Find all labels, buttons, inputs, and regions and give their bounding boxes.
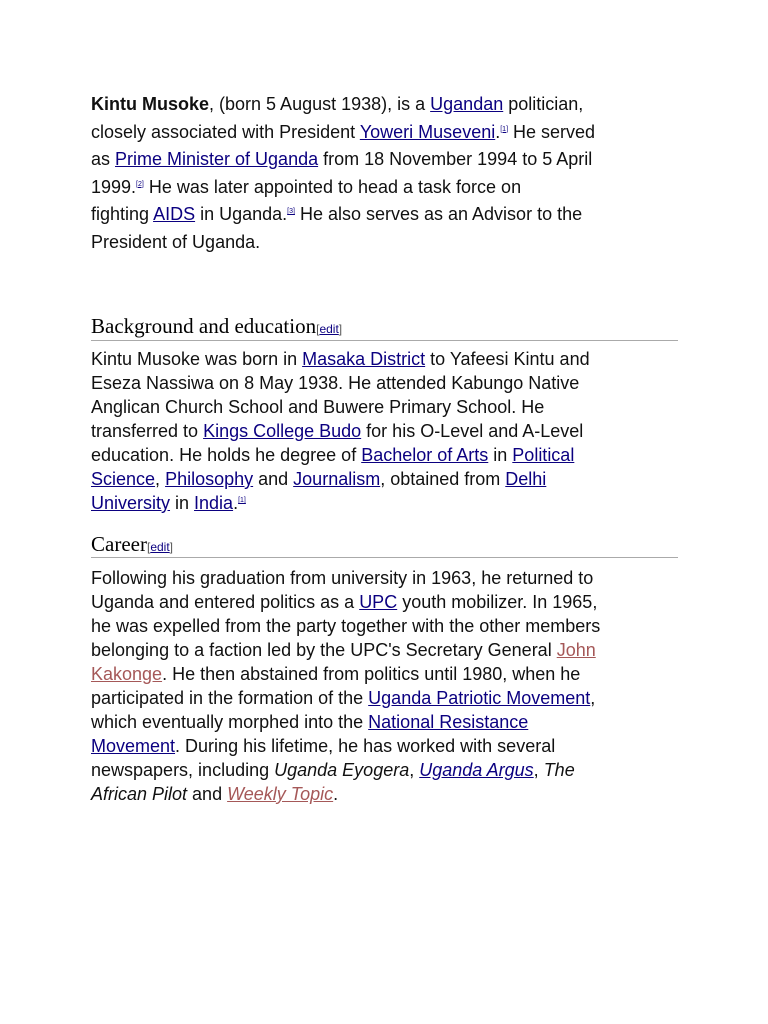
- intro-line: closely associated with President Yoweri Museveni.[1] He served: [91, 121, 596, 142]
- link-political-science[interactable]: Science: [91, 469, 156, 489]
- link-national-resistance-movement[interactable]: Movement: [91, 736, 176, 756]
- link-national-resistance-movement[interactable]: National Resistance: [368, 712, 529, 732]
- intro-paragraph: [91, 91, 681, 256]
- section-heading-career: Career[edit]: [91, 529, 678, 558]
- link-bachelor-of-arts[interactable]: Bachelor of Arts: [361, 445, 489, 465]
- intro-line: President of Uganda.: [91, 231, 261, 252]
- link-india[interactable]: India: [194, 493, 234, 513]
- link-yoweri-museveni[interactable]: Yoweri Museveni: [359, 121, 496, 142]
- career-line: newspapers, including Uganda Eyogera, Uganda Argus, The: [91, 760, 575, 780]
- career-line: Movement. During his lifetime, he has worked with several: [91, 736, 556, 756]
- intro-line: Kintu Musoke, (born 5 August 1938), is a Ugandan politician,: [91, 94, 584, 114]
- link-aids[interactable]: AIDS: [153, 204, 196, 224]
- link-political-science[interactable]: Political: [512, 445, 575, 465]
- background-line: Science, Philosophy and Journalism, obtained from Delhi: [91, 469, 547, 489]
- article-subject: Kintu Musoke: [91, 94, 210, 114]
- intro-line: fighting AIDS in Uganda.[3] He also serves as an Advisor to the: [91, 204, 583, 224]
- link-uganda-patriotic-movement[interactable]: Uganda Patriotic Movement: [368, 688, 591, 708]
- background-line: Kintu Musoke was born in Masaka District to Yafeesi Kintu and: [91, 349, 590, 369]
- link-uganda-argus[interactable]: Uganda Argus: [419, 760, 534, 780]
- link-kings-college-budo[interactable]: Kings College Budo: [203, 421, 362, 441]
- edit-link-career[interactable]: edit: [150, 540, 170, 554]
- link-delhi-university[interactable]: Delhi: [505, 469, 547, 489]
- redlink-john-kakonge[interactable]: John: [556, 640, 596, 660]
- newspaper-uganda-eyogera: Uganda Eyogera: [274, 760, 410, 780]
- career-line: he was expelled from the party together with the other members: [91, 616, 601, 636]
- career-line: African Pilot and Weekly Topic.: [91, 784, 339, 804]
- citation-3[interactable]: [3]: [287, 208, 295, 215]
- link-philosophy[interactable]: Philosophy: [165, 469, 254, 489]
- redlink-weekly-topic[interactable]: Weekly Topic: [227, 784, 334, 804]
- newspaper-african-pilot: The: [543, 760, 575, 780]
- background-line: Eseza Nassiwa on 8 May 1938. He attended Kabungo Native: [91, 373, 580, 393]
- link-masaka-district[interactable]: Masaka District: [302, 349, 426, 369]
- career-line: Following his graduation from university in 1963, he returned to: [91, 568, 594, 588]
- link-upc[interactable]: UPC: [359, 592, 398, 612]
- career-line: Uganda and entered politics as a UPC youth mobilizer. In 1965,: [91, 592, 598, 612]
- link-ugandan[interactable]: Ugandan: [430, 94, 504, 114]
- career-line: belonging to a faction led by the UPC's Secretary General John: [91, 640, 596, 660]
- edit-section: [edit]: [316, 322, 343, 336]
- background-line: education. He holds he degree of Bachelor of Arts in Political: [91, 445, 575, 465]
- background-paragraph: [91, 347, 671, 515]
- intro-line: as Prime Minister of Uganda from 18 November 1994 to 5 April: [91, 149, 593, 169]
- background-line: Anglican Church School and Buwere Primary School. He: [91, 397, 545, 417]
- career-paragraph: [91, 566, 676, 806]
- career-line: which eventually morphed into the National Resistance: [91, 712, 529, 732]
- citation-1[interactable]: [1]: [500, 125, 509, 133]
- background-line: University in India.[1]: [91, 493, 246, 513]
- background-line: transferred to Kings College Budo for his O-Level and A-Level: [91, 421, 584, 441]
- edit-section: [edit]: [146, 540, 174, 554]
- redlink-john-kakonge[interactable]: Kakonge: [91, 664, 163, 684]
- newspaper-african-pilot: African Pilot: [91, 784, 188, 804]
- citation-2[interactable]: [2]: [136, 180, 144, 188]
- intro-line: 1999.[2] He was later appointed to head a task force on: [91, 176, 522, 197]
- link-prime-minister[interactable]: Prime Minister of Uganda: [115, 149, 319, 169]
- career-line: participated in the formation of the Uganda Patriotic Movement,: [91, 688, 596, 708]
- edit-link-background[interactable]: edit: [319, 322, 339, 336]
- citation-1[interactable]: [1]: [238, 497, 246, 504]
- link-journalism[interactable]: Journalism: [293, 469, 381, 489]
- section-heading-background: Background and education[edit]: [91, 309, 678, 341]
- link-delhi-university[interactable]: University: [91, 493, 171, 513]
- career-line: Kakonge. He then abstained from politics until 1980, when he: [91, 664, 581, 684]
